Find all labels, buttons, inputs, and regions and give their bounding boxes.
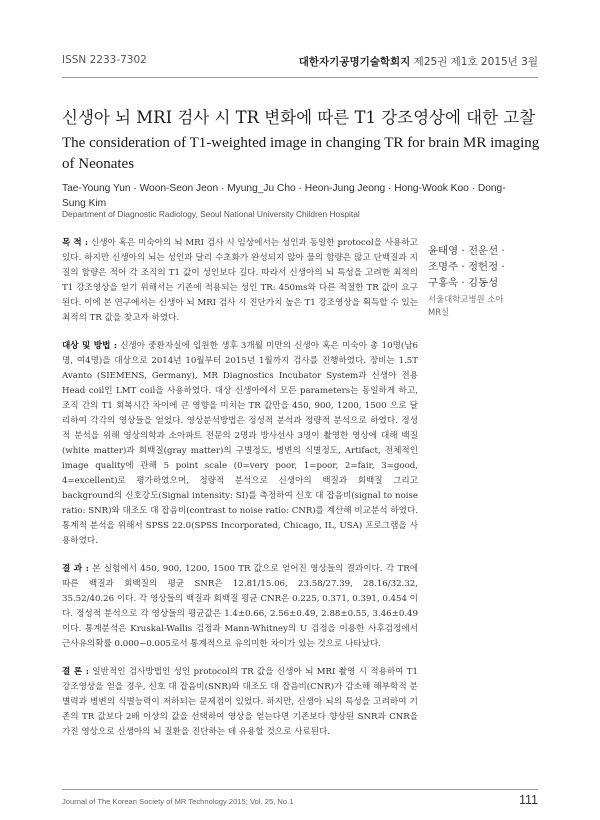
author-sidebar [428,243,538,319]
issn: ISSN 2233-7302 [62,54,147,66]
volume-info: 제25권 제1호 2015년 3월 [413,56,538,68]
sidebar-names-line: 윤태영 · 전운선 · [428,245,505,257]
results-text: 본 실험에서 450, 900, 1200, 1500 TR 값으로 얻어진 영상들의 결과이다. 각 TR에 따른 백질과 회백질의 평균 SNR은 12.81/15.06, 23.58/27.39, 28.16/32.32, 35.52/40.26 이다. 각 영상들의 백질과 회백질 평균 CNR은 0.225, 0.371, 0.391, 0.454 이다. 정성적 분석으로 각 영상들의 평균값은 1.4±0.66, 2.56±0.49, 2.88±0.55, 3.46±0.49 이다. 통계분석은 Kruskal-Wallis 검정과 Mann-Whitney의 U 검정을 이용한 사후검정에서 근사유의확률 0.000~0.005로서 통계적으로 유의미한 차이가 있는 것으로 나타났다. [62,564,418,649]
header-rule [62,77,538,78]
conclusion-label: 결 론 : [62,667,89,677]
purpose-label: 목 적 : [62,238,89,248]
abstract [62,236,418,753]
author-list: Tae-Young Yun · Woon-Seon Jeon · Myung_Ju Cho · Heon-Jung Jeong · Hong-Wook Koo · Dong-Sung Kim [62,183,506,209]
title-korean: 신생아 뇌 MRI 검사 시 TR 변화에 따른 T1 강조영상에 대한 고찰 [62,108,536,127]
abstract-purpose [62,236,418,326]
sidebar-names-line: 조명주 · 정헌정 · [428,261,505,273]
conclusion-text: 일반적인 검사방법인 성인 protocol의 TR 값을 신생아 뇌 MRI 촬영 시 적용하여 T1 강조영상을 얻을 경우, 신호 대 잡음비(SNR)와 대조도 대 잡음비(CNR)가 감소해 해부학적 분별력과 병변의 식별능력이 저하되는 문제점이 있었다. 하지만, 신생아 뇌의 특성을 고려하여 기존의 TR 값보다 2배 이상의 값을 선택하여 영상을 얻는다면 기존보다 향상된 SNR과 CNR을 가진 영상으로 신생아의 뇌 질환을 진단하는 데 유용할 것으로 사료된다. [62,667,419,737]
footer-rule [62,789,538,790]
page-number: 111 [518,793,538,807]
journal-info [299,54,538,69]
journal-name: 대한자기공명기술학회지 [298,56,411,68]
sidebar-institution [428,293,538,319]
abstract-methods [62,339,418,549]
affiliation: Department of Diagnostic Radiology, Seoul National University Children Hospital [62,209,360,219]
footer-citation: Journal of The Korean Society of MR Technology 2015; Vol. 25, No.1 [62,797,294,806]
abstract-conclusion [62,665,418,740]
methods-text: 신생아 중환자실에 입원한 생후 3개월 미만의 신생아 혹은 미숙아 총 10명(남6명, 여4명)을 대상으로 2014년 10월부터 2015년 1월까지 검사를 진행하였다. 장비는 1.5T Avanto (SIEMENS, Germany), MR Diagnostics Incubator System과 신생아 전용 Head coil인 LMT coil을 사용하였다. 대상 신생아에서 모든 parameters는 동일하게 하고, 조직 간의 T1 회복시간 차이에 큰 영향을 미치는 TR 값만을 450, 900, 1200, 1500 으로 달리하여 각각의 영상들을 얻었다. 영상분석방법은 정성적 분석과 정량적 분석으로 하였다. 정성적 분석을 위해 영상의학과 소아파트 전문의 2명과 방사선사 3명이 촬영한 영상에 대해 백질(white matter)과 회백질(gray matter)의 구별정도, 병변의 식별정도, Artifact, 전체적인 image quality에 관해 5 point scale (0=very poor, 1=poor, 2=fair, 3=good, 4=excellent)로 평가하였으며, 정량적 분석으로 신생아의 백질과 회백질 그리고 background의 신호강도(Signal intensity: SI)를 측정하여 신호 대 잡음비(signal to noise ratio: SNR)와 대조도 대 잡음비(contrast to noise ratio: CNR)를 계산해 비교분석 하였다. 통계적 분석을 위해서 SPSS 22.0(SPSS Incorporated, Chicago, IL, USA) 프로그램을 사용하였다. [62,341,418,546]
sidebar-author-names [428,243,538,291]
results-label: 결 과 : [62,564,89,574]
sidebar-names-line: 구홍욱 · 김동성 [428,277,499,289]
sidebar-institution-line: 서울대학교병원 소아 [428,294,504,304]
sidebar-institution-line: MR실 [428,307,450,317]
purpose-text: 신생아 혹은 미숙아의 뇌 MRI 검사 시 임상에서는 성인과 동일한 protocol을 사용하고 있다. 하지만 신생아의 뇌는 성인과 달리 수초화가 완성되지 않아 물의 함량은 많고 단백질과 지질의 함량은 적어 각 조직의 T1 값이 성인보다 길다. 따라서 신생아의 뇌 특성을 고려한 최적의 T1 강조영상을 얻기 위해서는 기존에 적용되는 성인 TR: 450ms와 다른 적절한 TR 값이 요구된다. 이에 본 연구에서는 신생아 뇌 MRI 검사 시 진단가치 높은 T1 강조영상을 획득할 수 있는 최적의 TR 값을 찾고자 하였다. [62,238,418,323]
methods-label: 대상 및 방법 : [62,341,118,351]
abstract-results [62,562,418,652]
running-header [62,54,538,69]
title-english: The consideration of T1-weighted image in changing TR for brain MR imaging of Neonates [62,135,540,172]
